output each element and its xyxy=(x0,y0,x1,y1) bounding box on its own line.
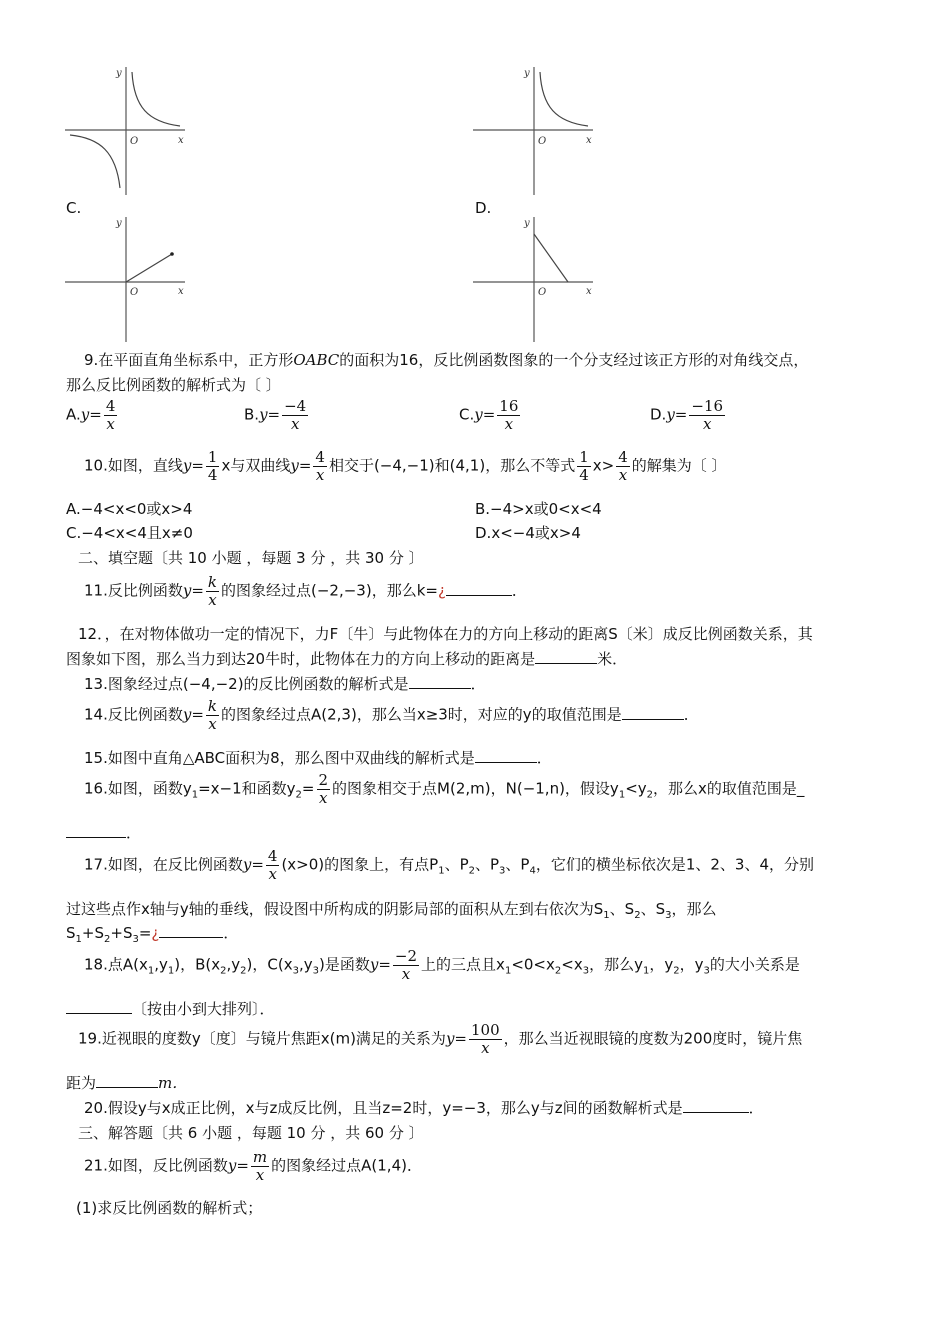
q16-line2: ． xyxy=(66,822,141,843)
x-axis-label: x xyxy=(178,135,184,146)
q12-line1: 12．，在对物体做功一定的情况下，力F〔牛〕与此物体在力的方向上移动的距离S〔米〕成反比例函数关系，其 xyxy=(78,625,813,643)
q18-line2: 〔按由小到大排列〕． xyxy=(66,998,275,1019)
q19-line1: 19.近视眼的度数y〔度〕与镜片焦距x(m)满足的关系为y= $\frac{100}{x}$ ，那么当近视眼镜的度数为200度时，镜片焦 xyxy=(78,1021,803,1057)
y-axis-label: y xyxy=(524,218,530,229)
x-axis-label: x xyxy=(178,286,184,297)
q19-line2: 距为 m． xyxy=(66,1074,188,1092)
q9-option-b: B.y= $\frac{-4}{x}$ xyxy=(244,397,307,433)
graph-hyperbola-two-branches xyxy=(60,62,200,200)
q14: 14.反比例函数y= $\frac{k}{x}$ 的图象经过点A(2,3)，那么当x≥3时，对应的y的取值范围是 ． xyxy=(84,697,699,733)
y-axis-label: y xyxy=(116,218,122,229)
q17-line3: $S_1+S_2+S_3=¿$ ． xyxy=(66,924,239,945)
q17-line1: 17.如图，在反比例函数y= $\frac{4}{x}$ (x>0)的图象上，有点$P_1$、$P_2$、$P_3$、$P_4$，它们的横坐标依次是1、2、3、4，分别 xyxy=(84,847,815,883)
q9-option-c: C.y= $\frac{16}{x}$ xyxy=(459,397,519,433)
q17-line2: 过这些点作x轴与y轴的垂线，假设图中所构成的阴影局部的面积从左到右依次为$S_1$、$S_2$、$S_3$，那么 xyxy=(66,900,717,921)
q21-stem: 21.如图，反比例函数y= $\frac{m}{x}$ 的图象经过点A(1,4)． xyxy=(84,1148,422,1184)
origin-label: O xyxy=(538,287,547,298)
q15: 15.如图中直角△ABC面积为8，那么图中双曲线的解析式是 ． xyxy=(84,749,552,767)
origin-label: O xyxy=(130,287,139,298)
q9-option-d: D.y= $\frac{-16}{x}$ xyxy=(650,397,724,433)
q9-line2: 那么反比例函数的解析式为〔 〕 xyxy=(66,376,281,394)
x-axis-label: x xyxy=(586,135,592,146)
graph-option-d-falling-segment xyxy=(468,212,608,346)
q18-line1: 18.点$A(x_1,y_1)$，$B(x_2,y_2)$，$C(x_3,y_3)$是函数y= $\frac{-2}{x}$ 上的三点且$x_1<0<x_2<x_3$，那么$y_1$，$y_2$，$y_3$的大小关系是 xyxy=(84,947,800,983)
y-axis-label: y xyxy=(524,68,530,79)
y-axis-label: y xyxy=(116,68,122,79)
x-axis-label: x xyxy=(586,286,592,297)
q16-line1: 16.如图，函数$y_1=x-1$和函数$y_2=$ $\frac{2}{x}$ 的图象相交于点M(2,m)，N(−1,n)，假设$y_1<y_2$，那么x的取值范围是_ xyxy=(84,771,805,807)
q21-part1: (1)求反比例函数的解析式； xyxy=(76,1199,263,1217)
q20: 20.假设y与x成正比例，x与z成反比例，且当z=2时，y=−3，那么y与z间的函数解析式是 ． xyxy=(84,1099,764,1117)
option-d-label: D. xyxy=(475,199,492,217)
q10-stem: 10.如图，直线y= $\frac{1}{4}$ x与双曲线y= $\frac{4}{x}$ 相交于(−4,−1)和(4,1)，那么不等式 $\frac{1}{4}$ x> $\frac{4}{x}$ 的解集为〔 〕 xyxy=(84,448,727,484)
q12-line2: 图象如下图，那么当力到达20牛时，此物体在力的方向上移动的距离是 米． xyxy=(66,650,628,668)
origin-label: O xyxy=(538,136,547,147)
q9-option-a: A.y= $\frac{4}{x}$ xyxy=(66,397,116,433)
q11: 11.反比例函数y= $\frac{k}{x}$ 的图象经过点(−2,−3)，那么k=¿ ． xyxy=(84,573,527,609)
q10-option-c: C.−4<x<4且x≠0 xyxy=(66,524,193,542)
option-c-label: C. xyxy=(66,199,82,217)
q10-option-b: B.−4>x或0<x<4 xyxy=(475,500,602,518)
q9-line1: 9.在平面直角坐标系中，正方形OABC的面积为16，反比例函数图象的一个分支经过该正方形的对角线交点， xyxy=(84,351,809,369)
q10-option-d: D.x<−4或x>4 xyxy=(475,524,581,542)
q10-option-a: A.−4<x<0或x>4 xyxy=(66,500,193,518)
q13: 13.图象经过点(−4,−2)的反比例函数的解析式是 ． xyxy=(84,675,486,693)
graph-option-c-rising-segment xyxy=(60,212,200,346)
section-2-heading: 二、填空题〔共 10 小题 ，每题 3 分 ，共 30 分 〕 xyxy=(78,549,424,567)
origin-label: O xyxy=(130,136,139,147)
section-3-heading: 三、解答题〔共 6 小题 ，每题 10 分 ，共 60 分 〕 xyxy=(78,1124,424,1142)
graph-hyperbola-first-quadrant xyxy=(468,62,608,200)
